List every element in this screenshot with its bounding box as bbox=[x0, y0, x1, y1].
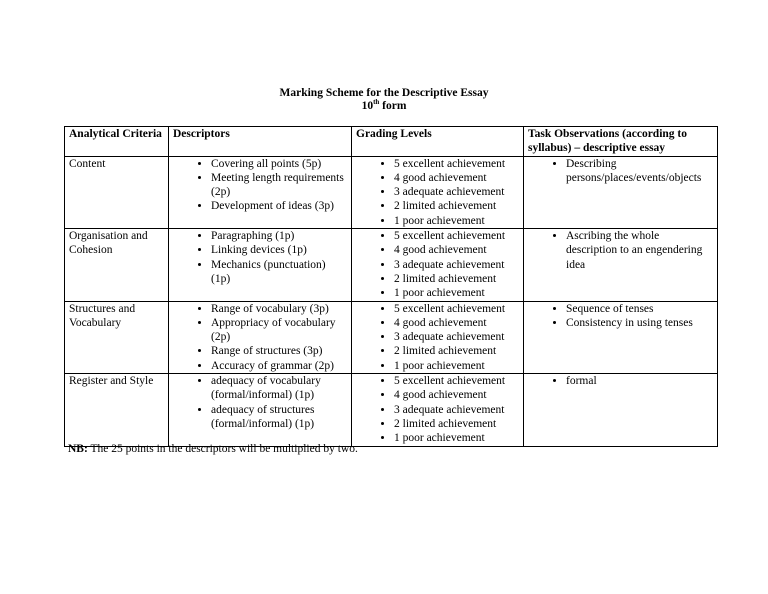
list-item: • Meeting length requirements (2p) bbox=[211, 171, 347, 200]
grading-cell bbox=[352, 301, 524, 373]
observations-cell bbox=[524, 301, 718, 373]
descriptors-cell bbox=[169, 374, 352, 446]
list-item: • 1 poor achievement bbox=[394, 214, 519, 228]
grading-cell bbox=[352, 156, 524, 228]
descriptors-cell bbox=[169, 229, 352, 301]
list-item: • 5 excellent achievement bbox=[394, 157, 519, 171]
list-item: • 3 adequate achievement bbox=[394, 330, 519, 344]
list-item: • Linking devices (1p) bbox=[211, 243, 347, 257]
list-item: • 2 limited achievement bbox=[394, 272, 519, 286]
list-item: • 4 good achievement bbox=[394, 388, 519, 402]
list-item: • 4 good achievement bbox=[394, 243, 519, 257]
marking-scheme-table bbox=[64, 126, 718, 447]
list-item: • Consistency in using tenses bbox=[566, 316, 713, 330]
document-subtitle bbox=[0, 100, 768, 113]
list-item: • 2 limited achievement bbox=[394, 417, 519, 431]
list-item: • 1 poor achievement bbox=[394, 286, 519, 300]
grading-list bbox=[356, 374, 519, 445]
list-item: • Ascribing the whole description to an engendering idea bbox=[566, 229, 713, 272]
grading-list bbox=[356, 157, 519, 228]
observations-cell bbox=[524, 156, 718, 228]
list-item: • Sequence of tenses bbox=[566, 302, 713, 316]
grading-list bbox=[356, 229, 519, 300]
list-item: • 3 adequate achievement bbox=[394, 403, 519, 417]
descriptors-list bbox=[173, 302, 347, 373]
observations-cell bbox=[524, 374, 718, 446]
list-item: • Covering all points (5p) bbox=[211, 157, 347, 171]
footnote bbox=[68, 442, 358, 456]
footnote-text: The 25 points in the descriptors will be multiplied by two. bbox=[87, 443, 358, 455]
table-row bbox=[65, 156, 718, 228]
observations-list bbox=[528, 302, 713, 331]
document-title: Marking Scheme for the Descriptive Essay bbox=[279, 87, 489, 99]
grading-cell bbox=[352, 374, 524, 446]
list-item: • 5 excellent achievement bbox=[394, 229, 519, 243]
list-item: • 5 excellent achievement bbox=[394, 374, 519, 388]
list-item: • Paragraphing (1p) bbox=[211, 229, 347, 243]
criteria-cell: Organisation and Cohesion bbox=[65, 229, 169, 301]
criteria-cell: Content bbox=[65, 156, 169, 228]
list-item: • Range of structures (3p) bbox=[211, 344, 347, 358]
list-item: • Describing persons/places/events/objects bbox=[566, 157, 713, 186]
observations-list bbox=[528, 229, 713, 272]
grading-cell bbox=[352, 229, 524, 301]
form-number: 10 bbox=[361, 100, 374, 112]
form-ordinal-suffix: th bbox=[373, 98, 380, 107]
list-item: • 3 adequate achievement bbox=[394, 185, 519, 199]
header-task-observations: Task Observations (according to syllabus) – descriptive essay bbox=[524, 127, 718, 157]
table-row bbox=[65, 374, 718, 446]
table-row bbox=[65, 229, 718, 301]
descriptors-cell bbox=[169, 301, 352, 373]
list-item: • 2 limited achievement bbox=[394, 199, 519, 213]
observations-list bbox=[528, 157, 713, 186]
criteria-cell: Structures and Vocabulary bbox=[65, 301, 169, 373]
observations-list bbox=[528, 374, 713, 388]
list-item: • 1 poor achievement bbox=[394, 431, 519, 445]
list-item: • 2 limited achievement bbox=[394, 344, 519, 358]
descriptors-list bbox=[173, 157, 347, 214]
observations-cell bbox=[524, 229, 718, 301]
footnote-label: NB: bbox=[68, 443, 88, 455]
header-grading-levels: Grading Levels bbox=[352, 127, 524, 157]
descriptors-cell bbox=[169, 156, 352, 228]
table-row bbox=[65, 301, 718, 373]
list-item: • Mechanics (punctuation) (1p) bbox=[211, 258, 347, 287]
list-item: • Accuracy of grammar (2p) bbox=[211, 359, 347, 373]
list-item: • adequacy of vocabulary (formal/informal) (1p) bbox=[211, 374, 347, 403]
list-item: • 4 good achievement bbox=[394, 171, 519, 185]
list-item: • Appropriacy of vocabulary (2p) bbox=[211, 316, 347, 345]
list-item: • 4 good achievement bbox=[394, 316, 519, 330]
list-item: • 5 excellent achievement bbox=[394, 302, 519, 316]
list-item: • 3 adequate achievement bbox=[394, 258, 519, 272]
header-analytical-criteria: Analytical Criteria bbox=[65, 127, 169, 157]
form-word: form bbox=[379, 100, 407, 112]
list-item: • adequacy of structures (formal/informal) (1p) bbox=[211, 403, 347, 432]
list-item: • 1 poor achievement bbox=[394, 359, 519, 373]
list-item: • Range of vocabulary (3p) bbox=[211, 302, 347, 316]
grading-list bbox=[356, 302, 519, 373]
criteria-cell: Register and Style bbox=[65, 374, 169, 446]
list-item: • Development of ideas (3p) bbox=[211, 199, 347, 213]
header-descriptors: Descriptors bbox=[169, 127, 352, 157]
table-header-row bbox=[65, 127, 718, 157]
descriptors-list bbox=[173, 374, 347, 431]
list-item: • formal bbox=[566, 374, 713, 388]
descriptors-list bbox=[173, 229, 347, 286]
